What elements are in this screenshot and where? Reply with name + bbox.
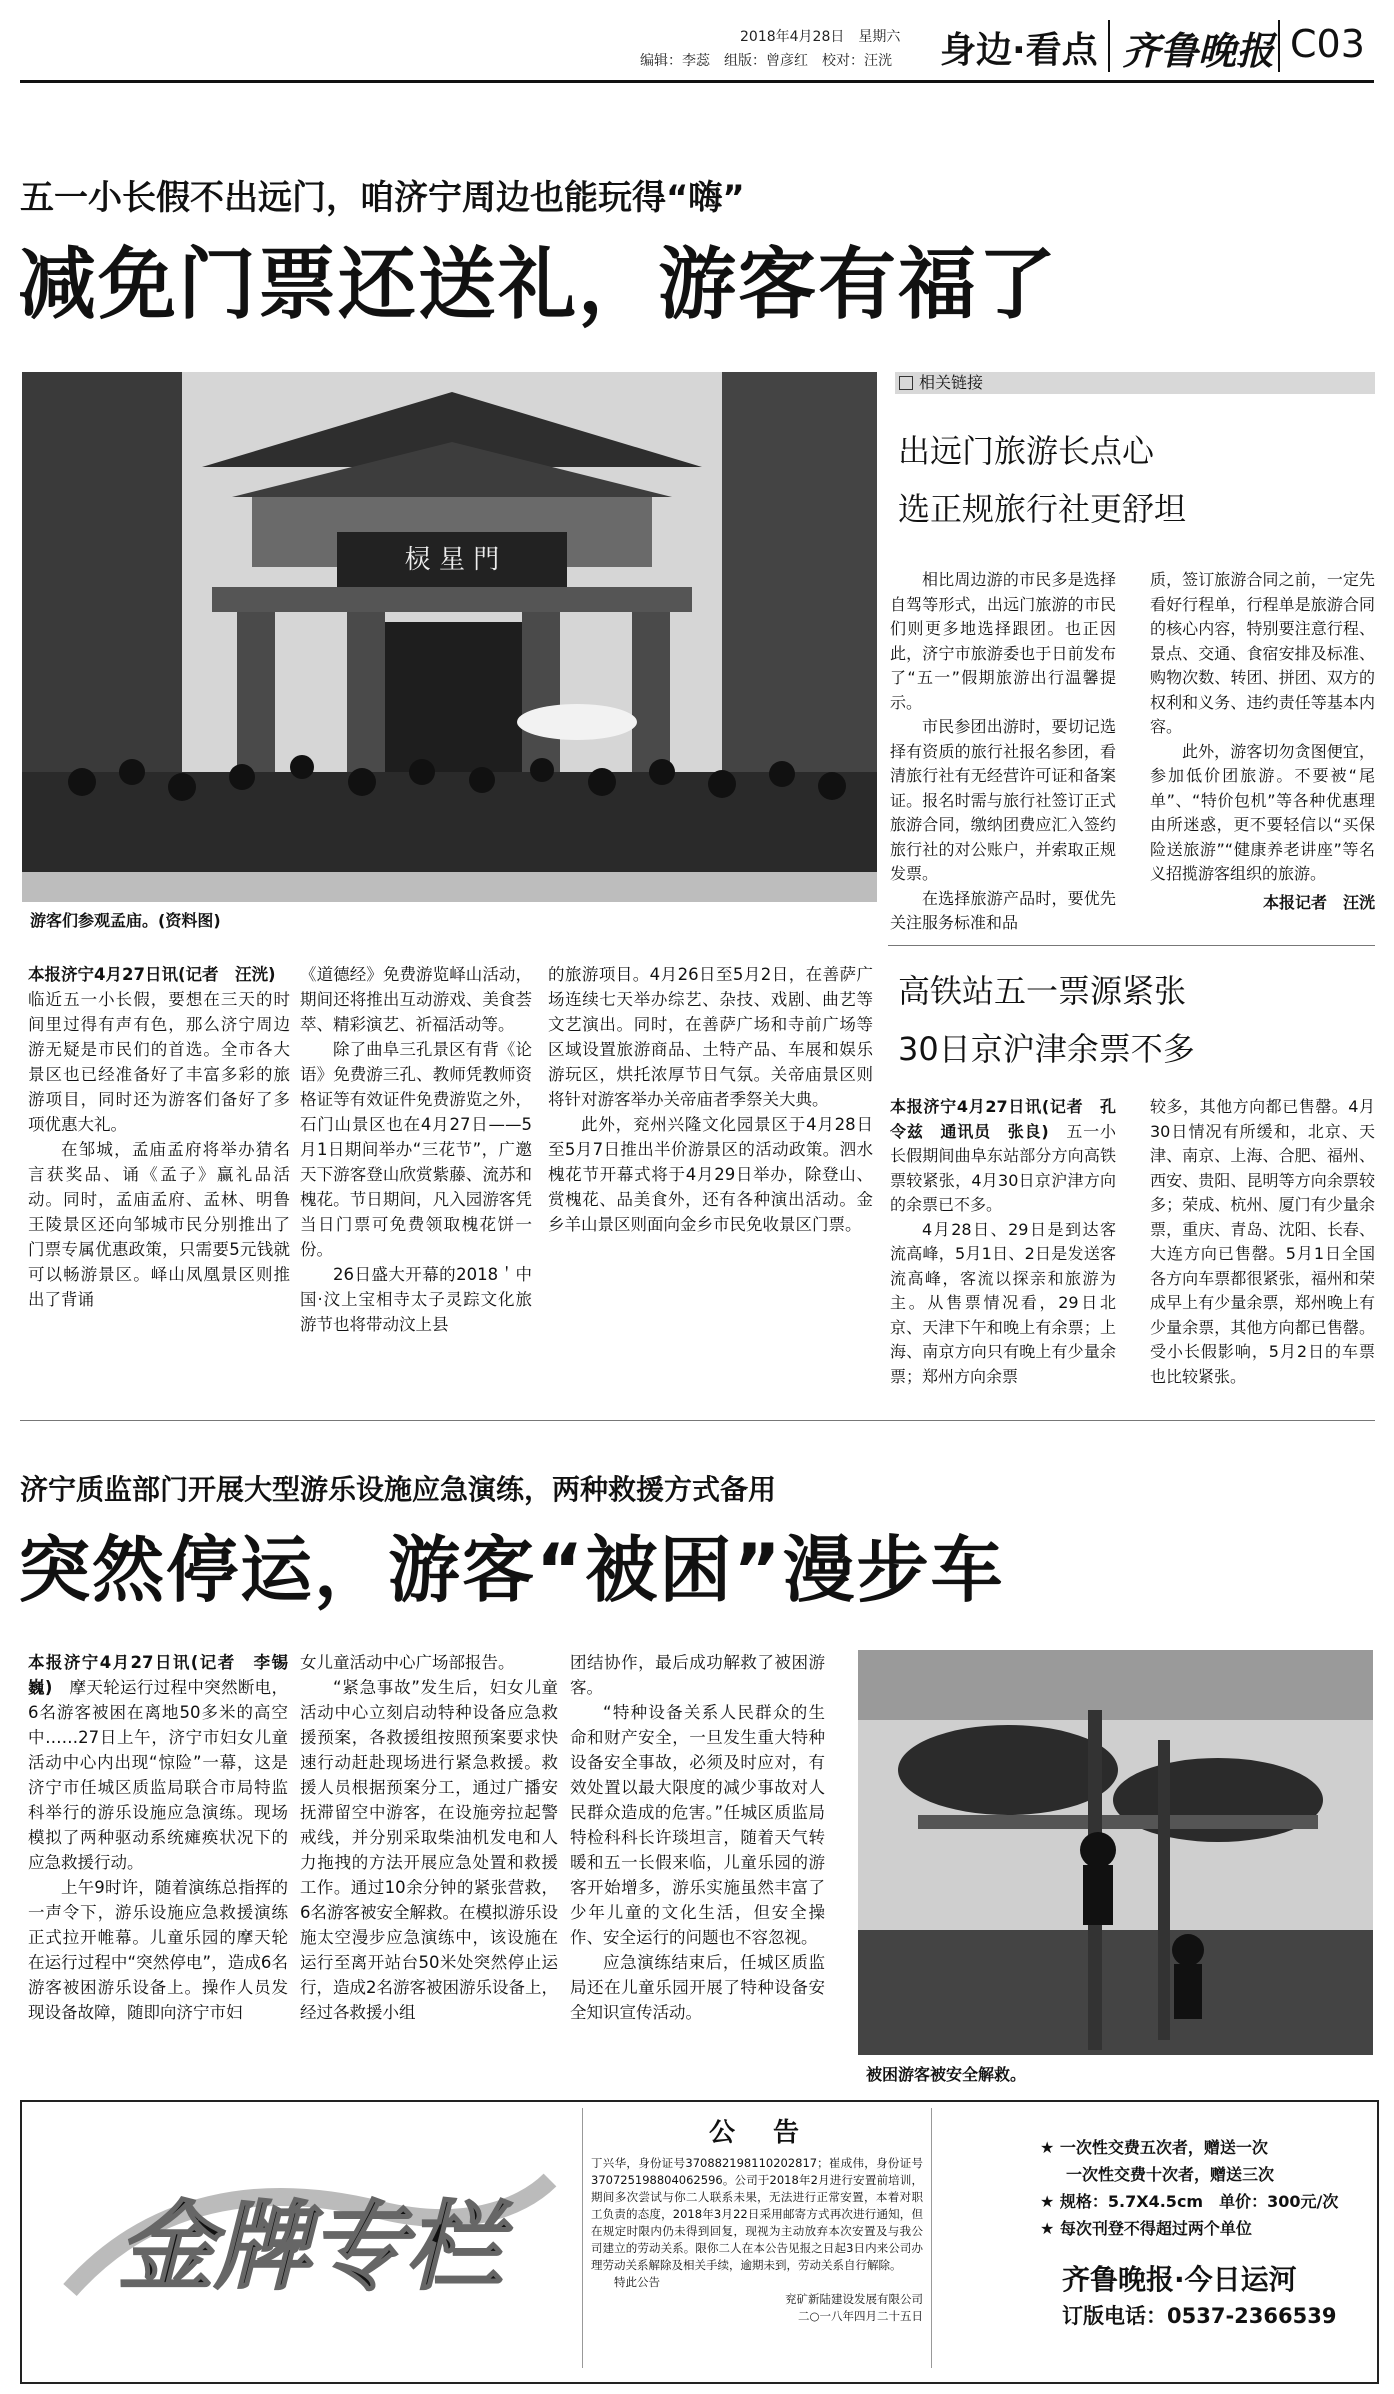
story3-paragraph: 女儿童活动中心广场部报告。 <box>300 1653 515 1672</box>
sidebar-paragraph: 此外，游客切勿贪图便宜，参加低价团旅游。不要被“尾单”、“特价包机”等各种优惠理由所迷惑，更不要轻信以“买保险送旅游”“健康养老讲座”等名义招揽游客组织的旅游。 <box>1150 741 1375 883</box>
story3-column-1 <box>28 1650 288 2025</box>
story3-paragraph: 本报济宁4月27日讯(记者 李锡巍) 摩天轮运行过程中突然断电，6名游客被困在离地50多米的高空中……27日上午，济宁市妇女儿童活动中心内出现“惊险”一幕，这是济宁市任城区质监局联合市局特监科举行的游乐设施应急演练。现场模拟了两种驱动系统瘫痪状况下的应急救援行动。 <box>28 1653 288 1872</box>
sidebar-rule <box>888 945 1375 946</box>
story2-column-2 <box>1150 1095 1375 1389</box>
section-rule <box>20 1420 1375 1421</box>
header-credits: 编辑：李蕊 组版：曾彦红 校对：汪洸 <box>640 53 892 69</box>
promo-list <box>1040 2134 1338 2242</box>
header-rule <box>20 80 1374 83</box>
story2-column-1 <box>890 1095 1116 1389</box>
svg-text:棂 星 門: 棂 星 門 <box>404 545 500 575</box>
story2-title-1: 高铁站五一票源紧张 <box>898 972 1187 1010</box>
story1-kicker: 五一小长假不出远门，咱济宁周边也能玩得“嗨” <box>20 178 745 218</box>
sidebar-paragraph: 在选择旅游产品时，要优先关注服务标准和品 <box>890 888 1116 932</box>
promo-line: ★ 每次刊登不得超过两个单位 <box>1040 2219 1252 2238</box>
section-title: 身边·看点 <box>940 30 1098 71</box>
sidebar-byline: 本报记者 汪洸 <box>1262 892 1375 912</box>
story2-paragraph: 本报济宁4月27日讯(记者 孔令兹 通讯员 张良) 五一小长假期间曲阜东站部分方向高铁票较紧张，4月30日京沪津方向的余票已不多。 <box>890 1097 1116 1214</box>
header-divider-2 <box>1278 20 1280 72</box>
story3-paragraph: “特种设备关系人民群众的生命和财产安全，一旦发生重大特种设备安全事故，必须及时应对，有效处置以最大限度的减少事故对人民群众造成的危害。”任城区质监局特检科科长许琰坦言，随着天气转暖和五一长假来临，儿童乐园的游客开始增多，游乐实施虽然丰富了少年儿童的文化生活，但安全操作、安全运行的问题也不容忽视。 <box>570 1703 825 1947</box>
promo-line: 一次性交费十次者，赠送三次 <box>1066 2165 1275 2184</box>
story2-paragraph: 较多，其他方向都已售罄。4月30日情况有所缓和，北京、天津、南京、上海、合肥、福州、西安、贵阳、昆明等方向余票较多；荣成、杭州、厦门有少量余票，重庆、青岛、沈阳、长春、大连方向已售罄。5月1日全国各方向车票都很紧张，福州和荣成早上有少量余票，郑州晚上有少量余票，其他方向都已售罄。受小长假影响，5月2日的车票也比较紧张。 <box>1150 1097 1375 1386</box>
story3-headline: 突然停运，游客“被困”漫步车 <box>18 1528 1005 1612</box>
story1-paragraph: 在邹城，孟庙孟府将举办猜名言获奖品、诵《孟子》赢礼品活动。同时，孟庙孟府、孟林、明鲁王陵景区还向邹城市民分别推出了门票专属优惠政策，只需要5元钱就可以畅游景区。峄山凤凰景区则推出了背诵 <box>28 1140 290 1309</box>
sidebar-title-1: 出远门旅游长点心 <box>898 432 1155 470</box>
notice-box <box>582 2108 932 2368</box>
story1-paragraph: 本报济宁4月27日讯(记者 汪洸) 临近五一小长假，要想在三天的时间里过得有声有色，那么济宁周边游无疑是市民们的首选。全市各大景区也已经准备好了丰富多彩的旅游项目，同时还为游客们备好了多项优惠大礼。 <box>28 965 293 1134</box>
sidebar-tag: 相关链接 <box>919 373 984 392</box>
promo-line: ★ 一次性交费五次者，赠送一次 <box>1040 2138 1268 2157</box>
ride-rescue-illustration <box>858 1650 1373 2055</box>
story3-column-3 <box>570 1650 825 2025</box>
sidebar-tag-bar <box>895 372 1375 394</box>
notice-end: 特此公告 <box>614 2275 660 2289</box>
sidebar-paragraph: 市民参团出游时，要切记选择有资质的旅行社报名参团，看清旅行社有无经营许可证和备案证。报名时需与旅行社签订正式旅游合同，缴纳团费应汇入签约旅行社的对公账户，并索取正规发票。 <box>890 717 1116 883</box>
ad-brand: 齐鲁晚报·今日运河 <box>1062 2263 1297 2296</box>
header-divider <box>1108 20 1110 72</box>
story1-column-2 <box>300 962 532 1337</box>
notice-body: 丁兴华，身份证号370882198110202817；崔成伟，身份证号370725198804062596。公司于2018年2月进行安置前培训，期间多次尝试与你二人联系未果，无法进行正常安置，本着对职工负责的态度，2018年3月22日采用邮寄方式再次进行通知，但在规定时限内仍未得到回复，现视为主动放弃本次安置及与我公司建立的劳动关系。限你二人在本公告见报之日起3日内来公司办理劳动关系解除及相关手续，逾期未到，劳动关系自行解除。 <box>591 2156 923 2272</box>
story1-headline: 减免门票还送礼，游客有福了 <box>18 240 1059 330</box>
story1-paragraph: 的旅游项目。4月26日至5月2日，在善萨广场连续七天举办综艺、杂技、戏剧、曲艺等文艺演出。同时，在善萨广场和寺前广场等区域设置旅游商品、土特产品、车展和娱乐游玩区，烘托浓厚节日气氛。关帝庙景区则将针对游客举办关帝庙者季祭关大典。 <box>548 965 873 1109</box>
notice-company: 兖矿新陆建设发展有限公司 <box>785 2292 923 2306</box>
story1-photo-caption: 游客们参观孟庙。(资料图) <box>30 911 221 930</box>
story1-photo <box>22 372 877 902</box>
story3-column-2 <box>300 1650 558 2025</box>
story1-column-1 <box>28 962 293 1312</box>
sidebar-column-1 <box>890 568 1116 936</box>
story1-paragraph: 此外，兖州兴隆文化园景区于4月28日至5月7日推出半价游景区的活动政策。泗水槐花节开幕式将于4月29日举办，除登山、赏槐花、品美食外，还有各种演出活动。金乡羊山景区则面向金乡市民免收景区门票。 <box>548 1115 873 1234</box>
sidebar-paragraph: 相比周边游的市民多是选择自驾等形式，出远门旅游的市民们则更多地选择跟团。也正因此，济宁市旅游委也于日前发布了“五一”假期旅游出行温馨提示。 <box>890 570 1116 712</box>
story1-paragraph: 《道德经》免费游览峄山活动，期间还将推出互动游戏、美食荟萃、精彩演艺、祈福活动等。 <box>300 965 532 1034</box>
story3-photo <box>858 1650 1373 2055</box>
story1-paragraph: 26日盛大开幕的2018＇中国·汶上宝相寺太子灵踪文化旅游节也将带动汶上县 <box>300 1265 532 1334</box>
story3-paragraph: 上午9时许，随着演练总指挥的一声令下，游乐设施应急救援演练正式拉开帷幕。儿童乐园的摩天轮在运行过程中“突然停电”，造成6名游客被困游乐设备上。操作人员发现设备故障，随即向济宁市妇 <box>28 1878 288 2022</box>
promo-line: ★ 规格：5.7X4.5cm 单价：300元/次 <box>1040 2192 1339 2211</box>
notice-date: 二○一八年四月二十五日 <box>797 2309 923 2323</box>
story2-title-2: 30日京沪津余票不多 <box>898 1030 1195 1068</box>
svg-text:金牌专栏: 金牌专栏 <box>118 2190 502 2303</box>
story3-photo-caption: 被困游客被安全解救。 <box>866 2065 1027 2084</box>
story3-paragraph: 应急演练结束后，任城区质监局还在儿童乐园开展了特种设备安全知识宣传活动。 <box>570 1953 825 2022</box>
paper-logo: 齐鲁晚报 <box>1122 28 1275 73</box>
ad-phone: 订版电话：0537-2366539 <box>1062 2304 1337 2328</box>
notice-title: 公 告 <box>708 2118 805 2148</box>
page-number: C03 <box>1290 22 1365 66</box>
temple-gate-illustration <box>22 372 877 902</box>
sidebar-title-2: 选正规旅行社更舒坦 <box>898 490 1187 528</box>
story3-paragraph: “紧急事故”发生后，妇女儿童活动中心立刻启动特种设备应急救援预案，各救援组按照预案要求快速行动赶赴现场进行紧急救援。救援人员根据预案分工，通过广播安抚滞留空中游客，在设施旁拉起警戒线，并分别采取柴油机发电和人力拖拽的方法开展应急处置和救援工作。通过10余分钟的紧张营救，6名游客被安全解救。在模拟游乐设施太空漫步应急演练中，该设施在运行至离开站台50米处突然停止运行，造成2名游客被困游乐设备上，经过各救援小组 <box>300 1678 558 2022</box>
story3-kicker: 济宁质监部门开展大型游乐设施应急演练，两种救援方式备用 <box>20 1473 777 1506</box>
sidebar-paragraph: 质，签订旅游合同之前，一定先看好行程单，行程单是旅游合同的核心内容，特别要注意行程、景点、交通、食宿安排及标准、购物次数、转团、拼团、双方的权利和义务、违约责任等基本内容。 <box>1150 570 1375 736</box>
golden-column-banner <box>60 2140 560 2340</box>
story1-column-3 <box>548 962 873 1237</box>
sidebar-column-2 <box>1150 568 1375 915</box>
brush-calligraphy-banner <box>60 2140 560 2340</box>
link-icon <box>899 376 913 390</box>
story2-paragraph: 4月28日、29日是到达客流高峰，5月1日、2日是发送客流高峰，客流以探亲和旅游为主。从售票情况看，29日北京、天津下午和晚上有余票；上海、南京方向只有晚上有少量余票；郑州方向余票 <box>890 1219 1116 1386</box>
story1-paragraph: 除了曲阜三孔景区有背《论语》免费游三孔、教师凭教师资格证等有效证件免费游览之外，石门山景区也在4月27日——5月1日期间举办“三花节”，广邀天下游客登山欣赏紫藤、流苏和槐花。节日期间，凡入园游客凭当日门票可免费领取槐花饼一份。 <box>300 1040 532 1259</box>
story3-paragraph: 团结协作，最后成功解救了被困游客。 <box>570 1653 825 1697</box>
header-date: 2018年4月28日 星期六 <box>740 29 901 45</box>
